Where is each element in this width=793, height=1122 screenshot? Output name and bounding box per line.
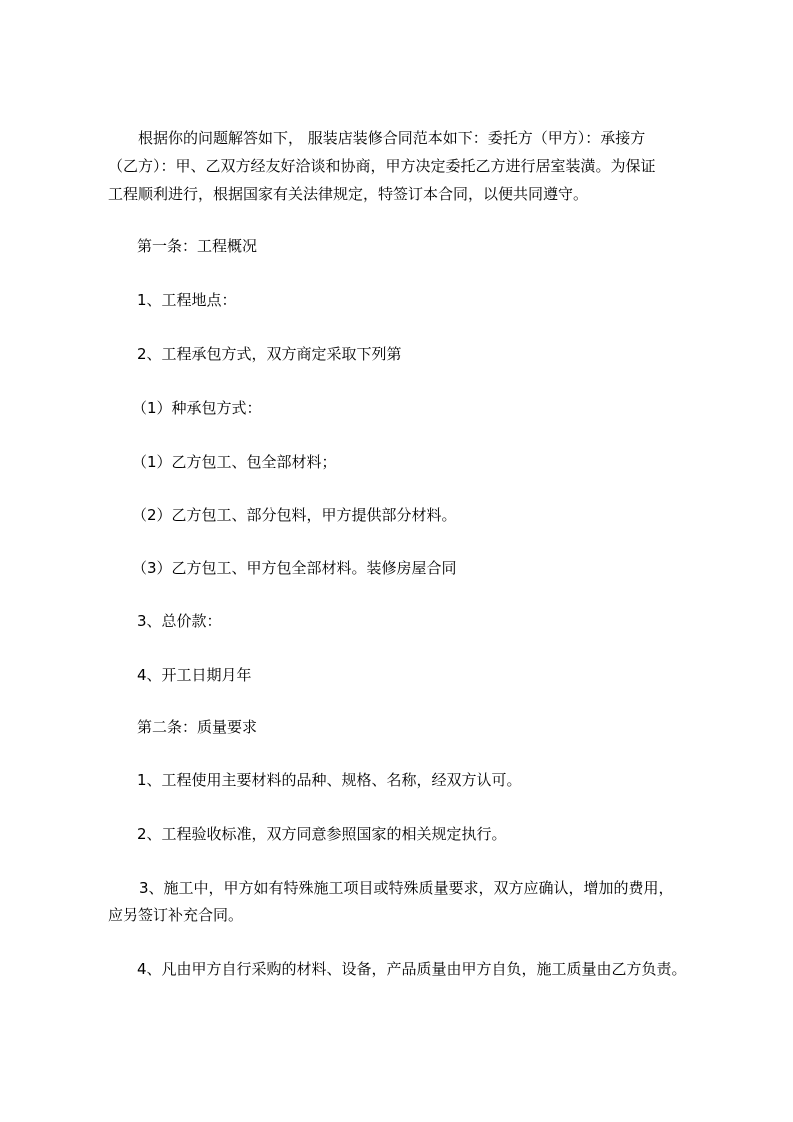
article-1-item-2: 2、工程承包方式，双方商定采取下列第: [137, 345, 402, 363]
intro-line-2: （乙方）：甲、乙双方经友好洽谈和协商，甲方决定委托乙方进行居室装潢。为保证: [108, 157, 656, 175]
article-2-item-4: 4、凡由甲方自行采购的材料、设备，产品质量由甲方自负，施工质量由乙方负责。: [137, 960, 687, 978]
article-2-item-3-line-2: 应另签订补充合同。: [108, 906, 244, 924]
article-1-item-3: 3、总价款：: [137, 612, 222, 630]
article-1-heading: 第一条：工程概况: [137, 237, 258, 255]
article-2-item-3-line-1: 3、施工中，甲方如有特殊施工项目或特殊质量要求，双方应确认，增加的费用，: [139, 879, 674, 897]
intro-line-3: 工程顺利进行，根据国家有关法律规定，特签订本合同，以便共同遵守。: [108, 185, 589, 203]
article-1-option-3: （3）乙方包工、甲方包全部材料。装修房屋合同: [132, 559, 457, 577]
article-1-item-4: 4、开工日期月年: [137, 666, 252, 684]
article-2-item-1: 1、工程使用主要材料的品种、规格、名称，经双方认可。: [137, 771, 522, 789]
article-2-heading: 第二条：质量要求: [137, 718, 258, 736]
article-1-item-1: 1、工程地点：: [137, 291, 237, 309]
article-2-item-2: 2、工程验收标准，双方同意参照国家的相关规定执行。: [137, 825, 507, 843]
article-1-option-2: （2）乙方包工、部分包料，甲方提供部分材料。: [132, 506, 457, 524]
intro-line-1: 根据你的问题解答如下， 服装店装修合同范本如下：委托方（甲方）：承接方: [138, 129, 646, 147]
article-1-option-1: （1）乙方包工、包全部材料；: [132, 453, 337, 471]
article-1-sub-intro: （1）种承包方式：: [132, 399, 262, 417]
